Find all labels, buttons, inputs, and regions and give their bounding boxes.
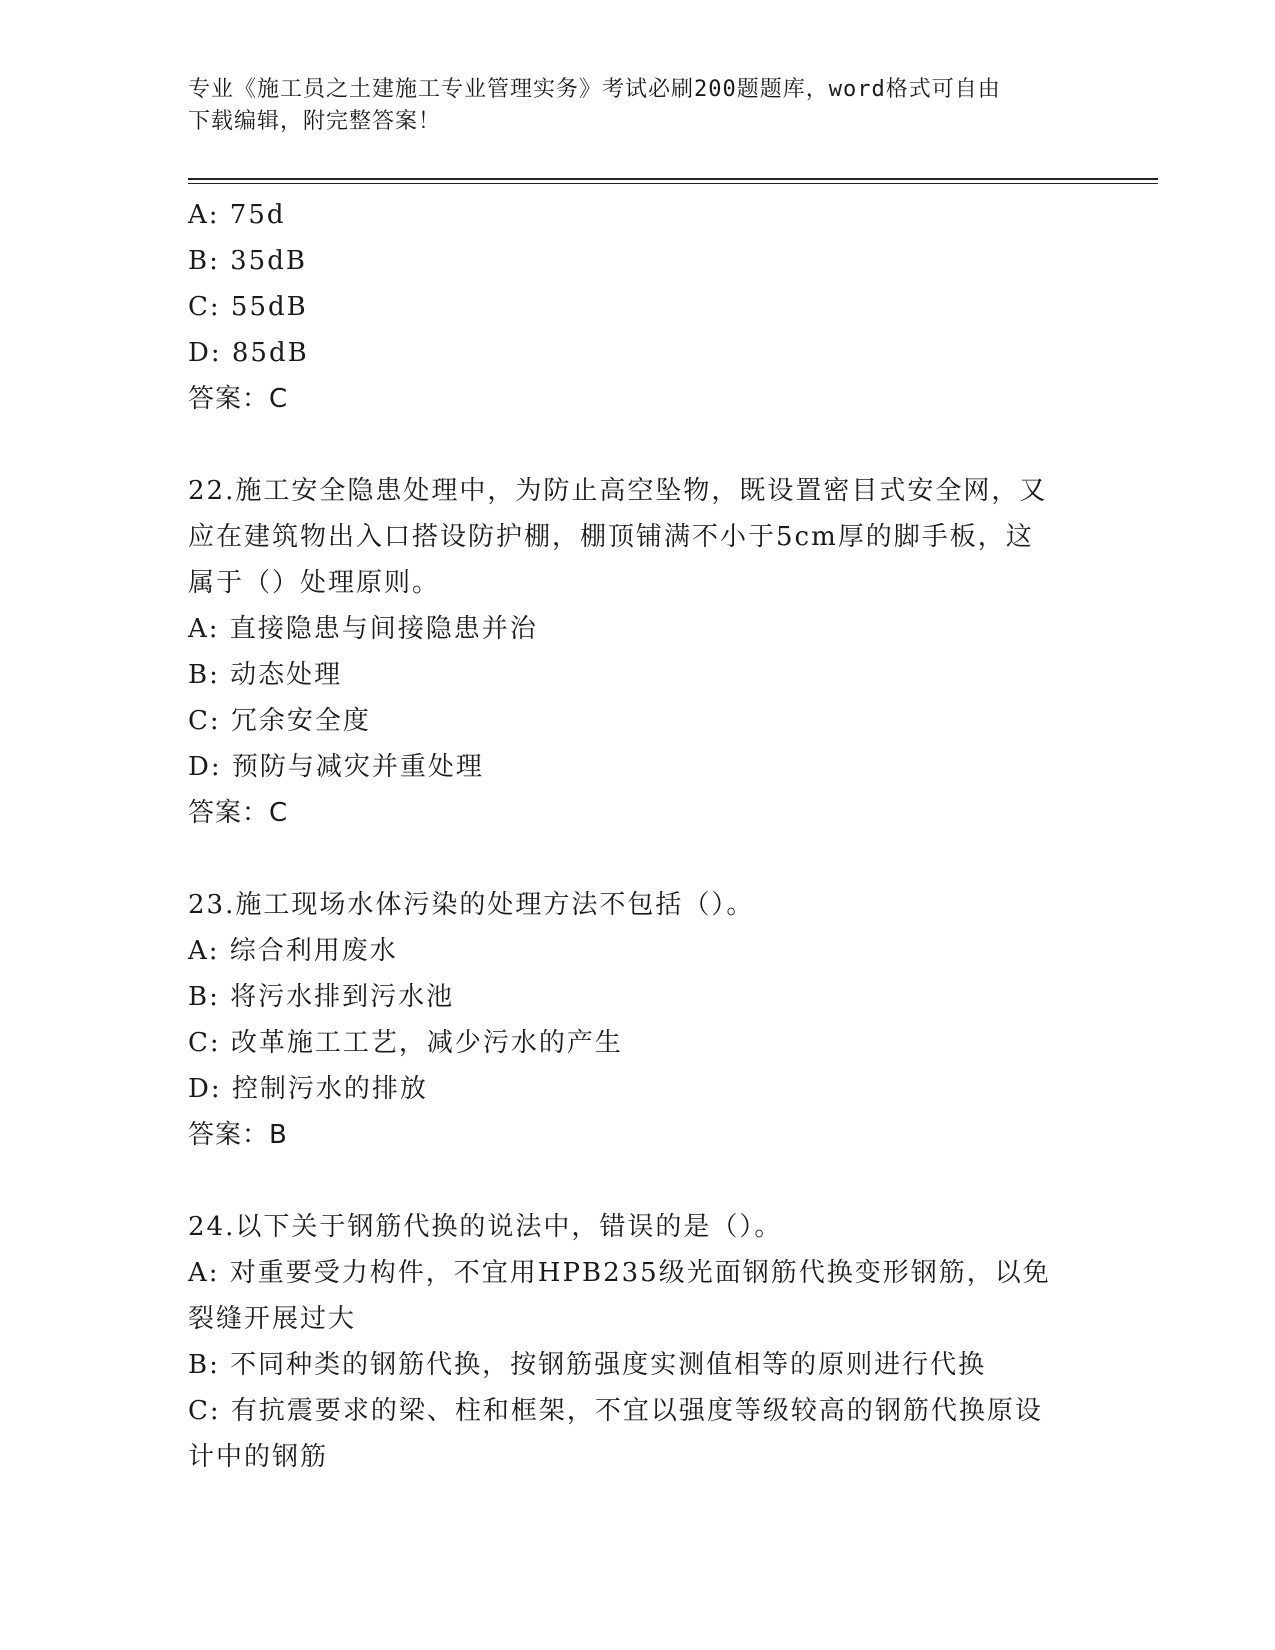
header-line-1: 专业《施工员之土建施工专业管理实务》考试必刷200题题库，word格式可自由 xyxy=(188,77,1001,102)
spacer xyxy=(188,422,1088,468)
question-23 xyxy=(188,882,1088,1158)
document-header xyxy=(188,74,1088,138)
option-b: B: 不同种类的钢筋代换，按钢筋强度实测值相等的原则进行代换 xyxy=(188,1350,987,1380)
option-c: C: 55dB xyxy=(188,292,308,322)
spacer xyxy=(188,836,1088,882)
option-c: C: 冗余安全度 xyxy=(188,706,371,736)
option-b: B: 将污水排到污水池 xyxy=(188,982,455,1012)
question-stem: 24.以下关于钢筋代换的说法中，错误的是（）。 xyxy=(188,1212,783,1242)
question-stem: 属于（）处理原则。 xyxy=(188,568,441,598)
question-stem: 23.施工现场水体污染的处理方法不包括（）。 xyxy=(188,890,755,920)
option-a: A: 对重要受力构件，不宜用HPB235级光面钢筋代换变形钢筋，以免 xyxy=(188,1258,1051,1288)
header-divider xyxy=(188,178,1158,180)
spacer xyxy=(188,1158,1088,1204)
option-a: A: 75d xyxy=(188,200,286,230)
header-divider-thin xyxy=(188,183,1158,184)
question-22 xyxy=(188,468,1088,836)
option-a-continued: 裂缝开展过大 xyxy=(188,1304,357,1334)
option-a: A: 综合利用废水 xyxy=(188,936,398,966)
option-b: B: 35dB xyxy=(188,246,307,276)
option-c: C: 改革施工工艺，减少污水的产生 xyxy=(188,1028,623,1058)
option-a: A: 直接隐患与间接隐患并治 xyxy=(188,614,538,644)
question-stem: 22.施工安全隐患处理中，为防止高空坠物，既设置密目式安全网，又 xyxy=(188,476,1048,506)
answer: 答案：B xyxy=(188,1120,288,1150)
answer: 答案：C xyxy=(188,384,289,414)
option-c-continued: 计中的钢筋 xyxy=(188,1442,329,1472)
question-stem: 应在建筑物出入口搭设防护棚，棚顶铺满不小于5cm厚的脚手板，这 xyxy=(188,522,1034,552)
option-b: B: 动态处理 xyxy=(188,660,343,690)
header-line-2: 下载编辑，附完整答案！ xyxy=(188,109,442,134)
answer: 答案：C xyxy=(188,798,289,828)
option-d: D: 85dB xyxy=(188,338,309,368)
question-24 xyxy=(188,1204,1088,1480)
question-list xyxy=(188,192,1088,1480)
option-d: D: 控制污水的排放 xyxy=(188,1074,428,1104)
question-21 xyxy=(188,192,1088,422)
option-d: D: 预防与减灾并重处理 xyxy=(188,752,484,782)
option-c: C: 有抗震要求的梁、柱和框架，不宜以强度等级较高的钢筋代换原设 xyxy=(188,1396,1043,1426)
